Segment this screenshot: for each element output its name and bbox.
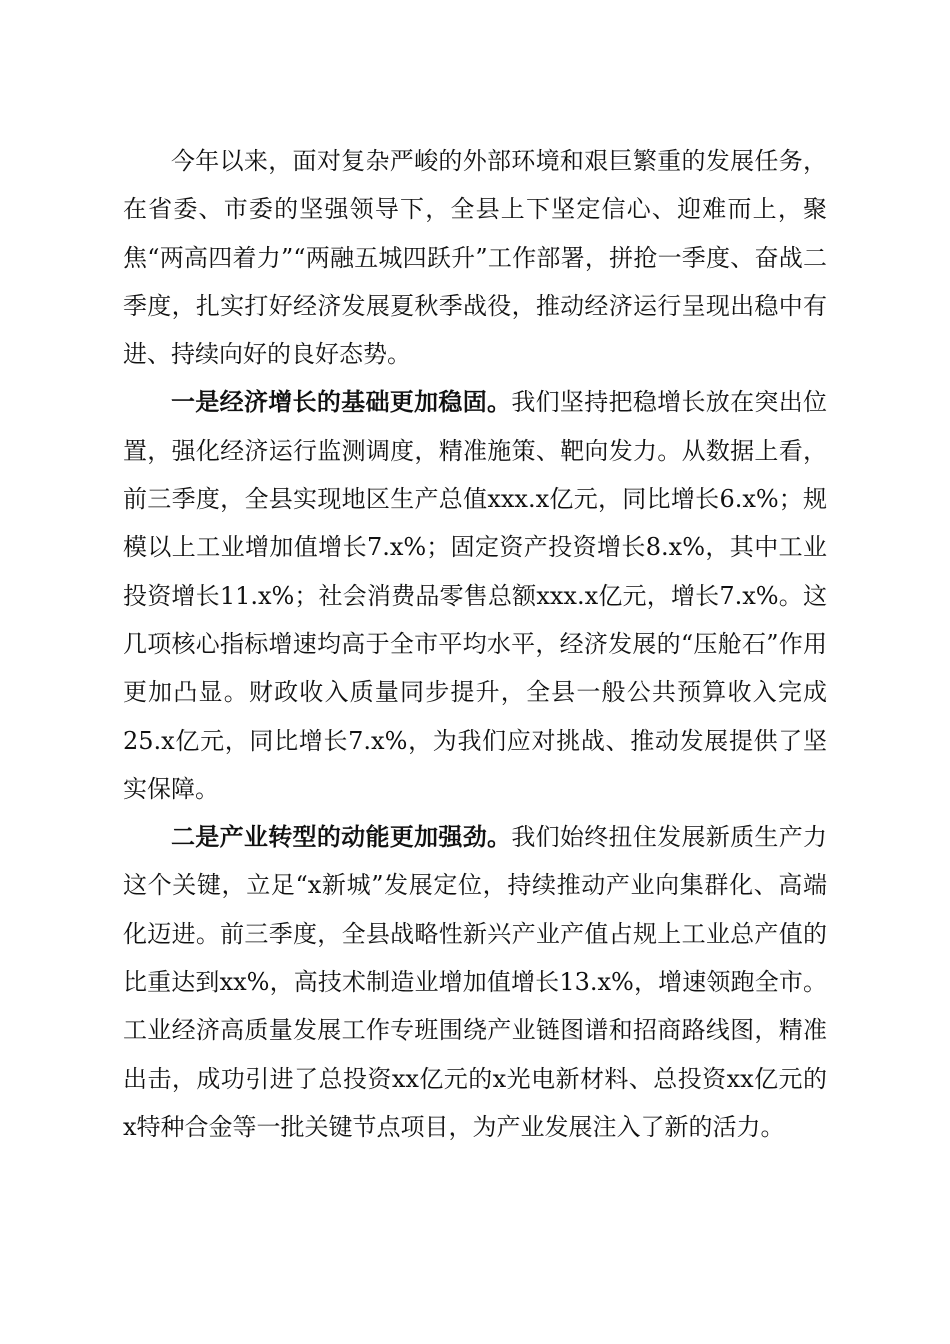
paragraph-text: 今年以来，面对复杂严峻的外部环境和艰巨繁重的发展任务，在省委、市委的坚强领导下，全县上下坚定信心、迎难而上，聚焦“两高四着力”“两融五城四跃升”工作部署，拼抢一季度、奋战二季度，扎实打好经济发展夏秋季战役，推动经济运行呈现出稳中有进、持续向好的良好态势。 [123,147,827,369]
paragraph-lead: 二是产业转型的动能更加强劲。 [171,822,512,852]
paragraph-industry-transformation [123,813,827,1151]
document-body [123,137,827,1151]
paragraph-text: 我们始终扭住发展新质生产力这个关键，立足“x新城”发展定位，持续推动产业向集群化、高端化迈进。前三季度，全县战略性新兴产业产值占规上工业总产值的比重达到xx%，高技术制造业增加值增长13.x%，增速领跑全市。工业经济高质量发展工作专班围绕产业链图谱和招商路线图，精准出击，成功引进了总投资xx亿元的x光电新材料、总投资xx亿元的x特种合金等一批关键节点项目，为产业发展注入了新的活力。 [123,823,828,1141]
paragraph-intro [123,137,827,378]
paragraph-economic-growth [123,378,827,813]
paragraph-text: 我们坚持把稳增长放在突出位置，强化经济运行监测调度，精准施策、靶向发力。从数据上看，前三季度，全县实现地区生产总值xxx.x亿元，同比增长6.x%；规模以上工业增加值增长7.x%；固定资产投资增长8.x%，其中工业投资增长11.x%；社会消费品零售总额xxx.x亿元，增长7.x%。这几项核心指标增速均高于全市平均水平，经济发展的“压舱石”作用更加凸显。财政收入质量同步提升，全县一般公共预算收入完成25.x亿元，同比增长7.x%，为我们应对挑战、推动发展提供了坚实保障。 [123,388,828,803]
paragraph-lead: 一是经济增长的基础更加稳固。 [171,387,512,417]
